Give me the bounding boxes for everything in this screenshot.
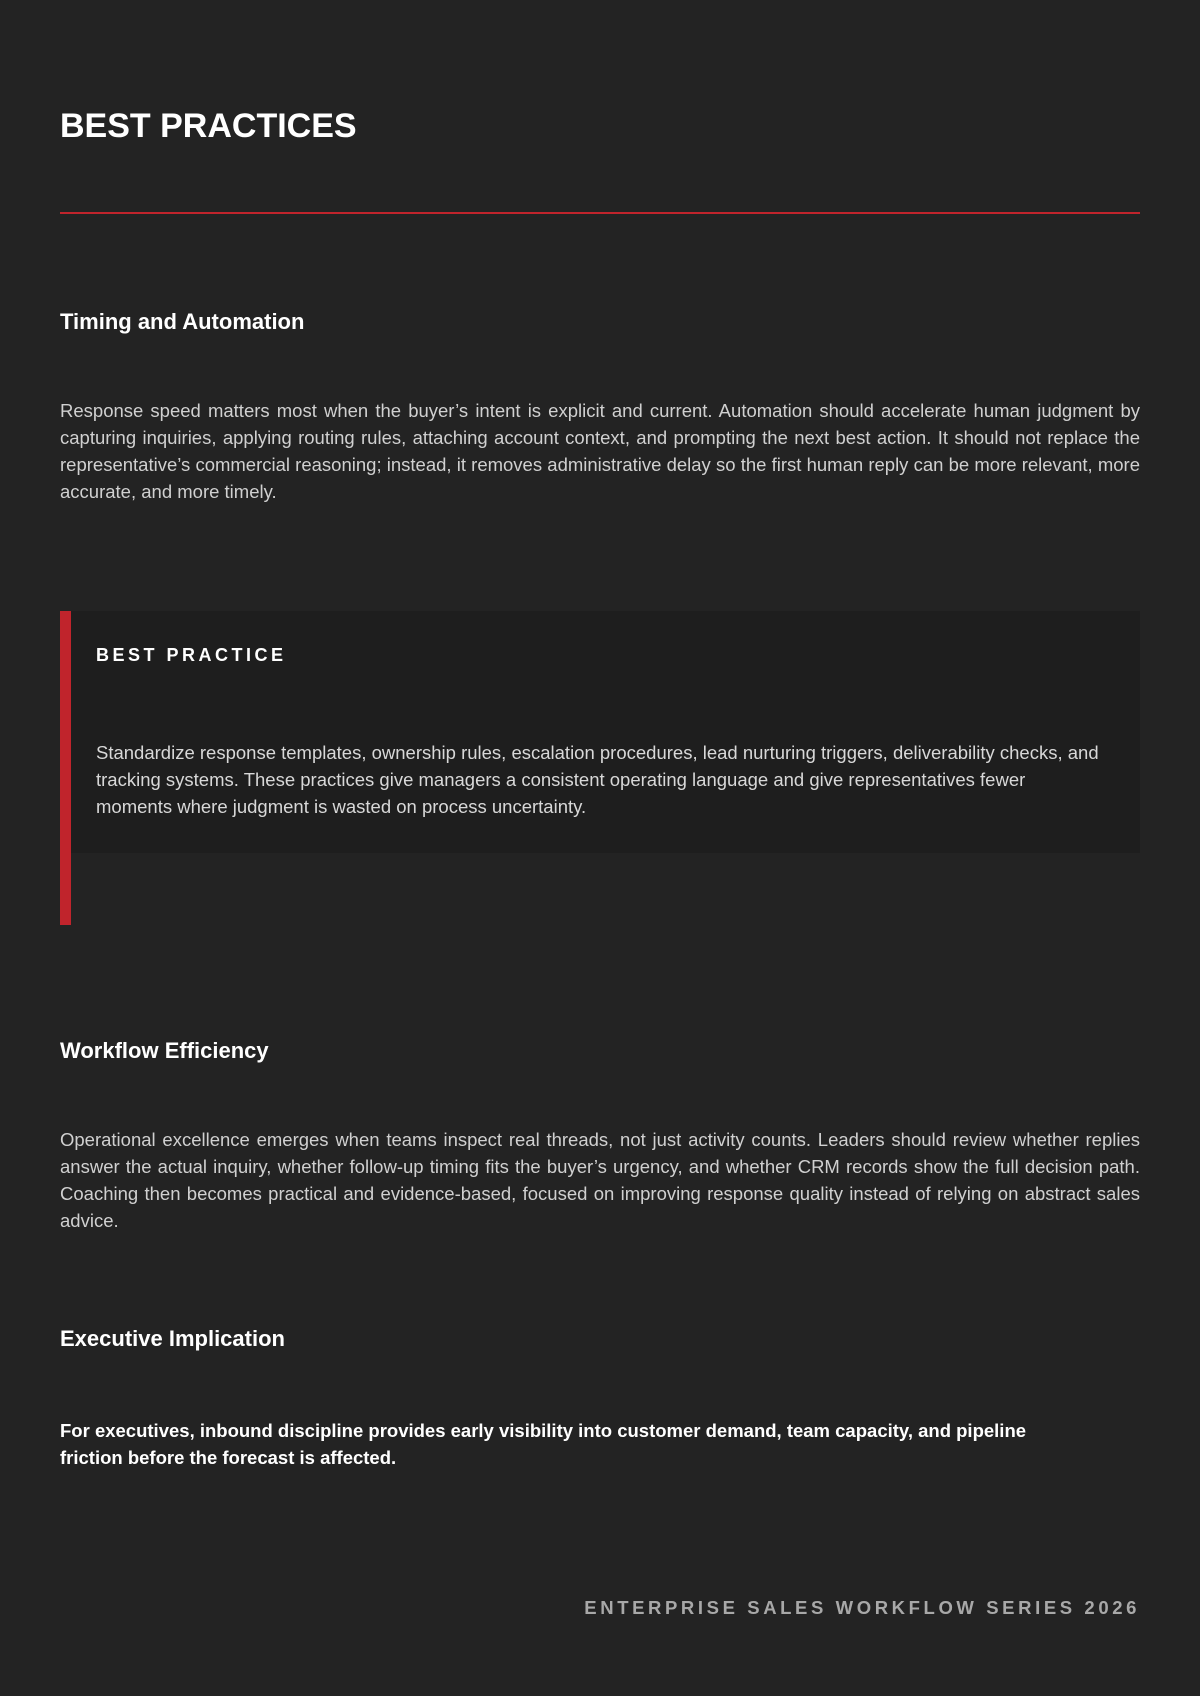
callout-label: BEST PRACTICE [96,645,287,665]
section-heading-workflow: Workflow Efficiency [60,1038,269,1063]
callout-accent-bar [60,611,71,925]
section-heading-executive: Executive Implication [60,1326,285,1351]
section-body-executive: For executives, inbound discipline provides early visibility into customer demand, team capacity, and pipeline friction before the forecast is affected. [60,1420,1027,1468]
section-body-timing: Response speed matters most when the buyer’s intent is explicit and current. Automation should accelerate human judgment by capturing inquiries, applying routing rules, attaching account context, and prompting the next best action. It should not replace the representative’s commercial reasoning; instead, it removes administrative delay so the first human reply can be more relevant, more accurate, and more timely. [60,400,1140,502]
section-heading-timing: Timing and Automation [60,309,305,334]
section-body-workflow: Operational excellence emerges when teams inspect real threads, not just activity counts. Leaders should review whether replies answer the actual inquiry, whether follow-up timing fits the buyer’s urgency, and whether CRM records show the full decision path. Coaching then becomes practical and evidence-based, focused on improving response quality instead of relying on abstract sales advice. [60,1129,1140,1231]
best-practice-callout [60,611,1140,925]
document-page [60,0,1140,1696]
title-divider [60,212,1140,214]
callout-panel [71,611,1140,853]
footer-series-label: ENTERPRISE SALES WORKFLOW SERIES 2026 [584,1597,1140,1618]
callout-body: Standardize response templates, ownership rules, escalation procedures, lead nurturing triggers, deliverability checks, and tracking systems. These practices give managers a consistent operating language and give representatives fewer moments where judgment is wasted on process uncertainty. [96,742,1099,817]
page-title: BEST PRACTICES [60,107,357,145]
